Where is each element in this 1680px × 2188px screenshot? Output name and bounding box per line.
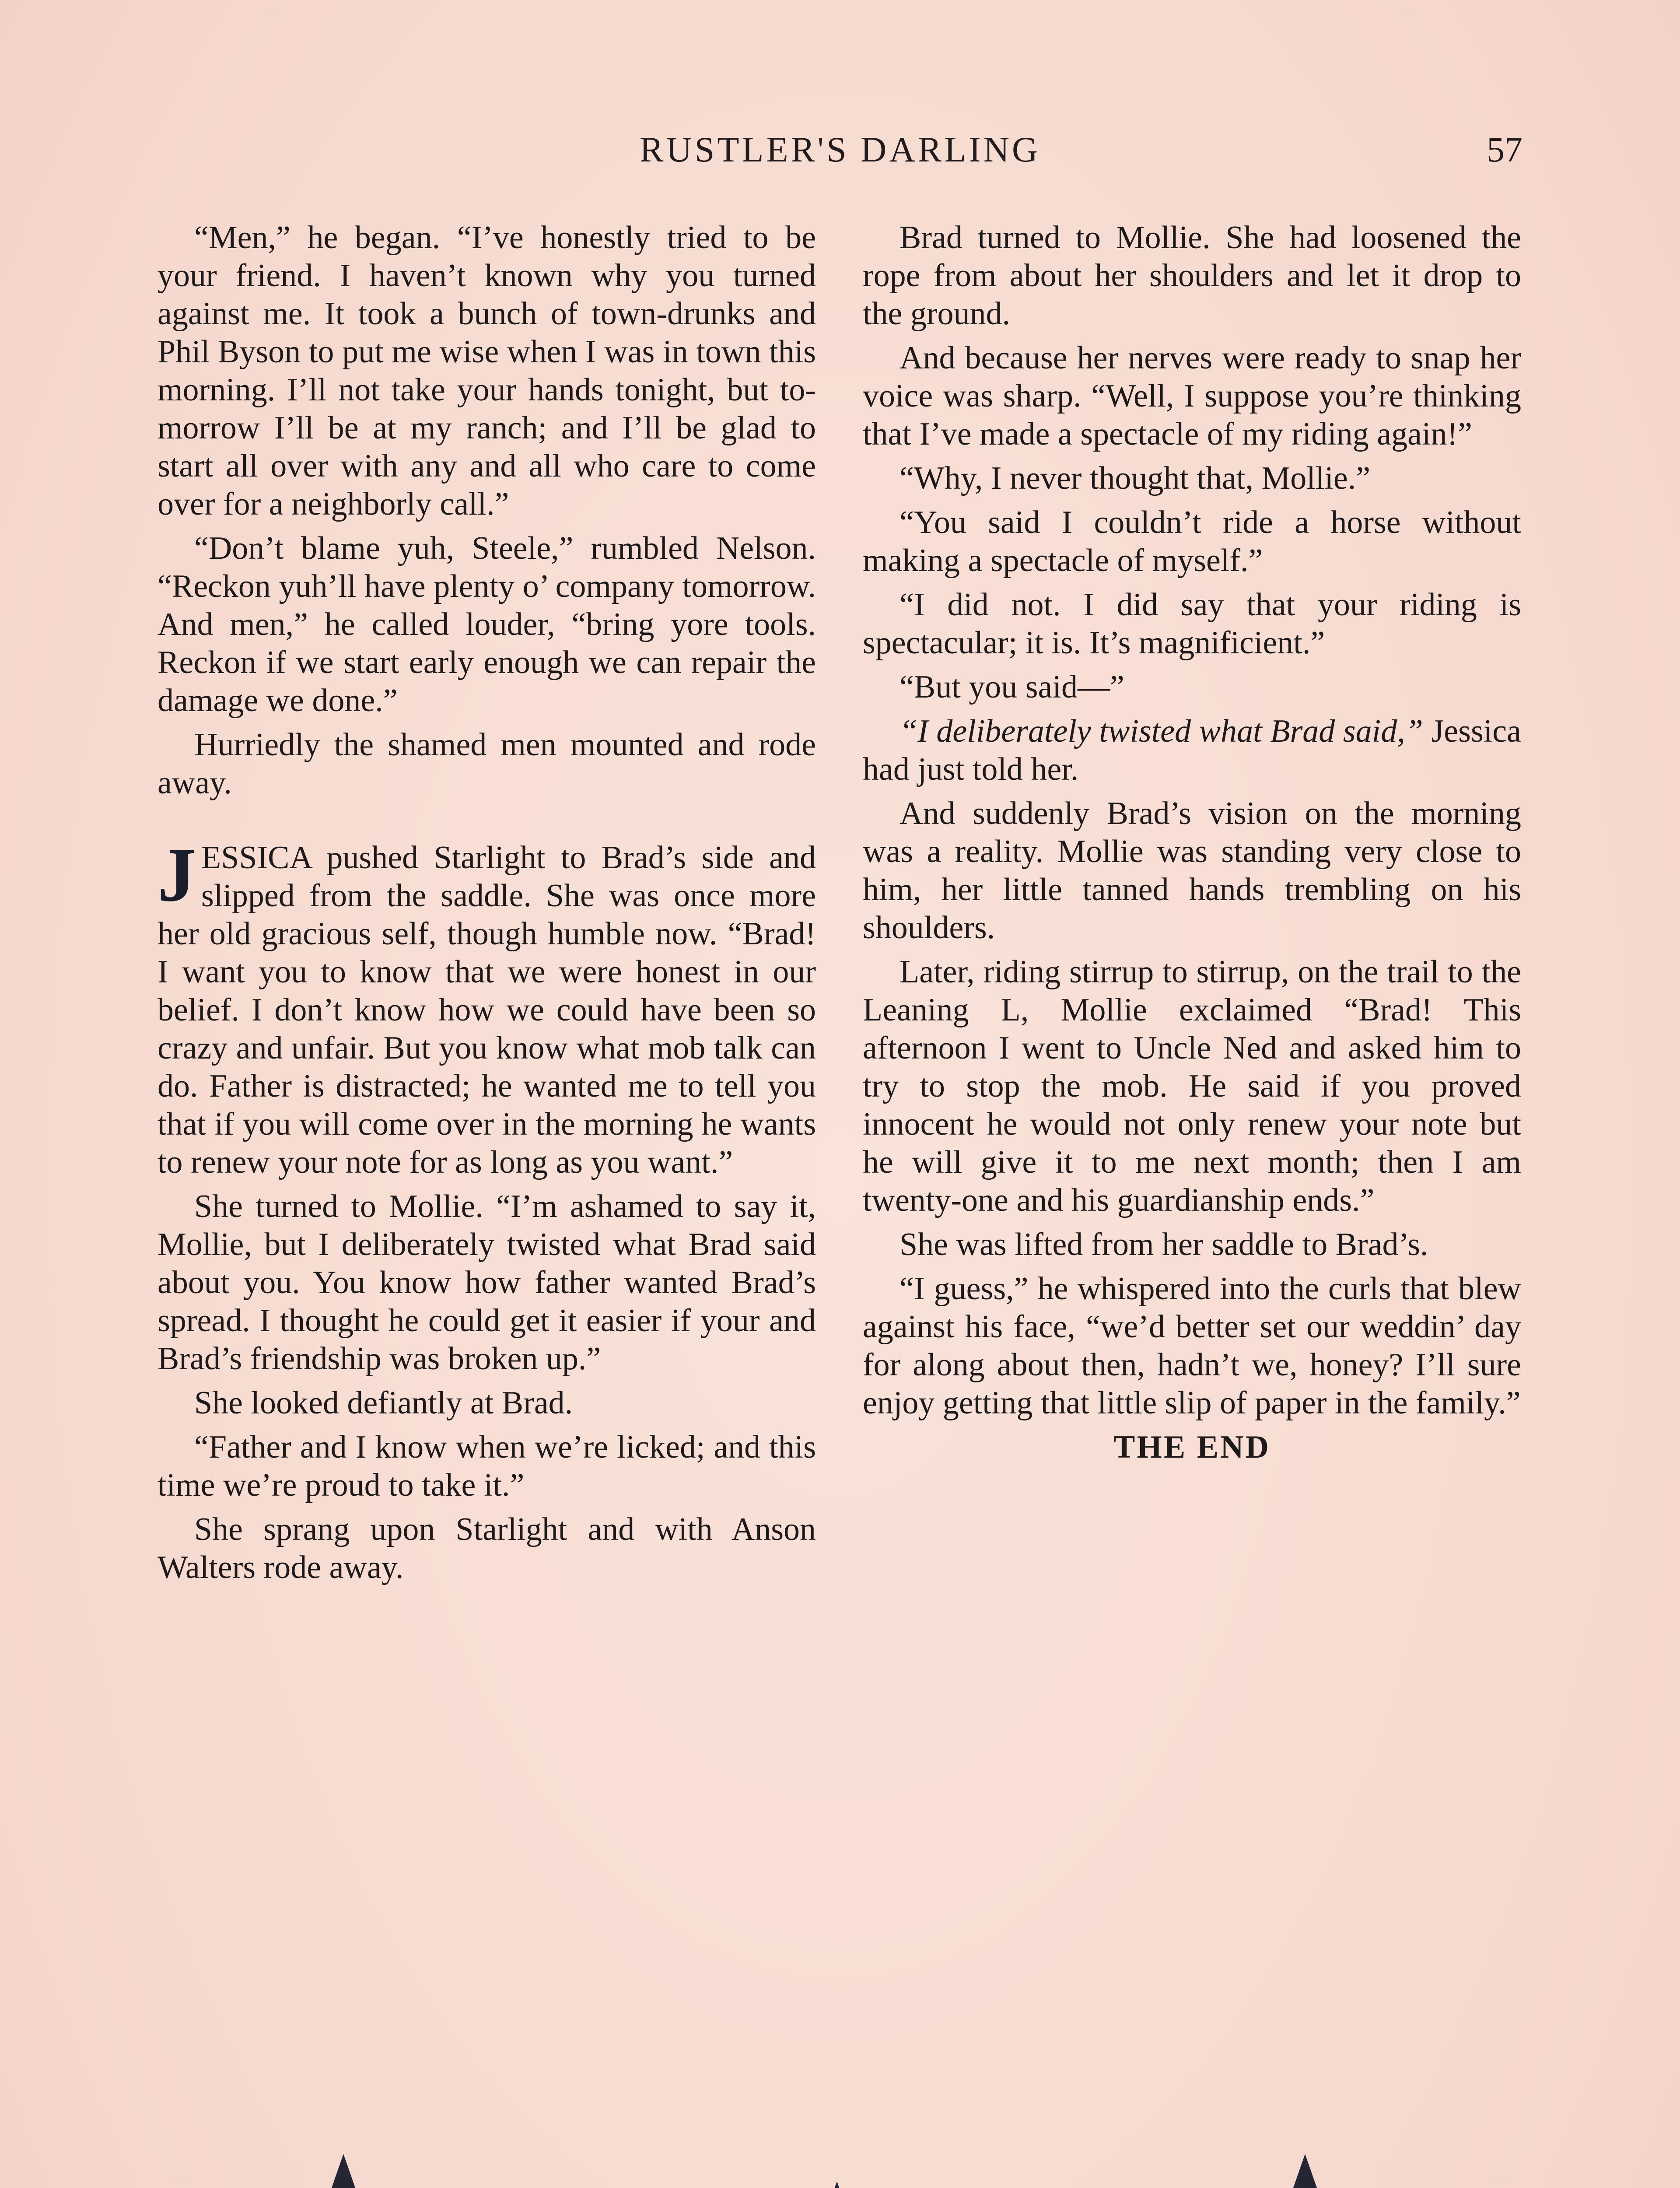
left-column — [158, 219, 816, 1593]
paragraph: “Men,” he began. “I’ve honestly tried to be your friend. I haven’t known why you turned against me. It took a bunch of town-drunks and Phil Byson to put me wise when I was in town this morning. I’ll not take your hands tonight, but tomorrow I’ll be at my ranch; and I’ll be glad to start all over with any and all who care to come over for a neighborly call.” — [158, 220, 816, 522]
paragraph: “Father and I know when we’re licked; and this time we’re proud to take it.” — [158, 1429, 816, 1503]
paragraph: “Why, I never thought that, Mollie.” — [900, 460, 1371, 496]
paragraph: She looked defiantly at Brad. — [194, 1385, 573, 1421]
paragraph: She was lifted from her saddle to Brad’s. — [900, 1227, 1428, 1262]
section-break — [158, 808, 816, 839]
the-end: THE END — [1113, 1429, 1270, 1465]
running-title: RUSTLER'S DARLING — [639, 130, 1041, 169]
paragraph: Later, riding stirrup to stirrup, on the trail to the Leaning L, Mollie exclaimed “Brad! This afternoon I went to Uncle Ned and asked him to try to stop the mob. He said if you proved innocent he would not only renew your note but he will give it to me next month; then I am twenty-one and his guardianship ends.” — [863, 954, 1521, 1218]
star-icon — [752, 2177, 922, 2188]
paragraph: Brad turned to Mollie. She had loosened the rope from about her shoulders and let it drop to the ground. — [863, 220, 1521, 332]
paragraph: And suddenly Brad’s vision on the morning was a reality. Mollie was standing very close to him, her little tanned hands trembling on his shoulders. — [863, 796, 1521, 946]
paragraph: She sprang upon Starlight and with Anson Walters rode away. — [158, 1511, 816, 1585]
paragraph-with-dropcap — [158, 832, 816, 1182]
paragraph: “I guess,” he whispered into the curls that blew against his face, “we’d better set our weddin’ day for along about then, hadn’t we, honey? I’ll sure enjoy getting that little slip of paper in the family.” — [863, 1271, 1521, 1421]
paragraph — [863, 712, 1521, 789]
drop-cap: J — [158, 832, 196, 918]
right-column — [863, 219, 1521, 1473]
paragraph: “I did not. I did say that your riding is spectacular; it is. It’s magnificient.” — [863, 587, 1521, 661]
paragraph: And because her nerves were ready to snap her voice was sharp. “Well, I suppose you’re thinking that I’ve made a spectacle of my riding again!” — [863, 340, 1521, 452]
paragraph: “Don’t blame yuh, Steele,” rumbled Nelson. “Reckon yuh’ll have plenty o’ company tomorrow. And men,” he called louder, “bring yore tools. Reckon if we start early enough we can repair the damage we done.” — [158, 530, 816, 719]
paragraph: “You said I couldn’t ride a horse without making a spectacle of myself.” — [863, 505, 1521, 579]
paragraph: She turned to Mollie. “I’m ashamed to say it, Mollie, but I deliberately twisted what Brad said about you. You know how father wanted Brad’s spread. I thought he could get it easier if your and Brad’s friendship was broken up.” — [158, 1189, 816, 1377]
star-icon — [280, 2151, 407, 2188]
paragraph-text: Jessica had just told her. — [863, 713, 1521, 787]
paragraph: “But you said—” — [900, 669, 1124, 705]
italic-quote: “I deliberately twisted what Brad said,” — [900, 713, 1423, 749]
paragraph: Hurriedly the shamed men mounted and rode away. — [158, 727, 816, 801]
page-number: 57 — [1487, 130, 1522, 169]
star-icon — [1242, 2151, 1368, 2188]
paragraph-text: ESSICA pushed Starlight to Brad’s side and slipped from the saddle. She was once more her old gracious self, though humble now. “Brad! I want you to know that we were honest in our belief. I don’t know how we could have been so crazy and unfair. But you know what mob talk can do. Father is distracted; he wanted me to tell you that if you will come over in the morning he wants to renew your note for as long as you want.” — [158, 840, 816, 1180]
